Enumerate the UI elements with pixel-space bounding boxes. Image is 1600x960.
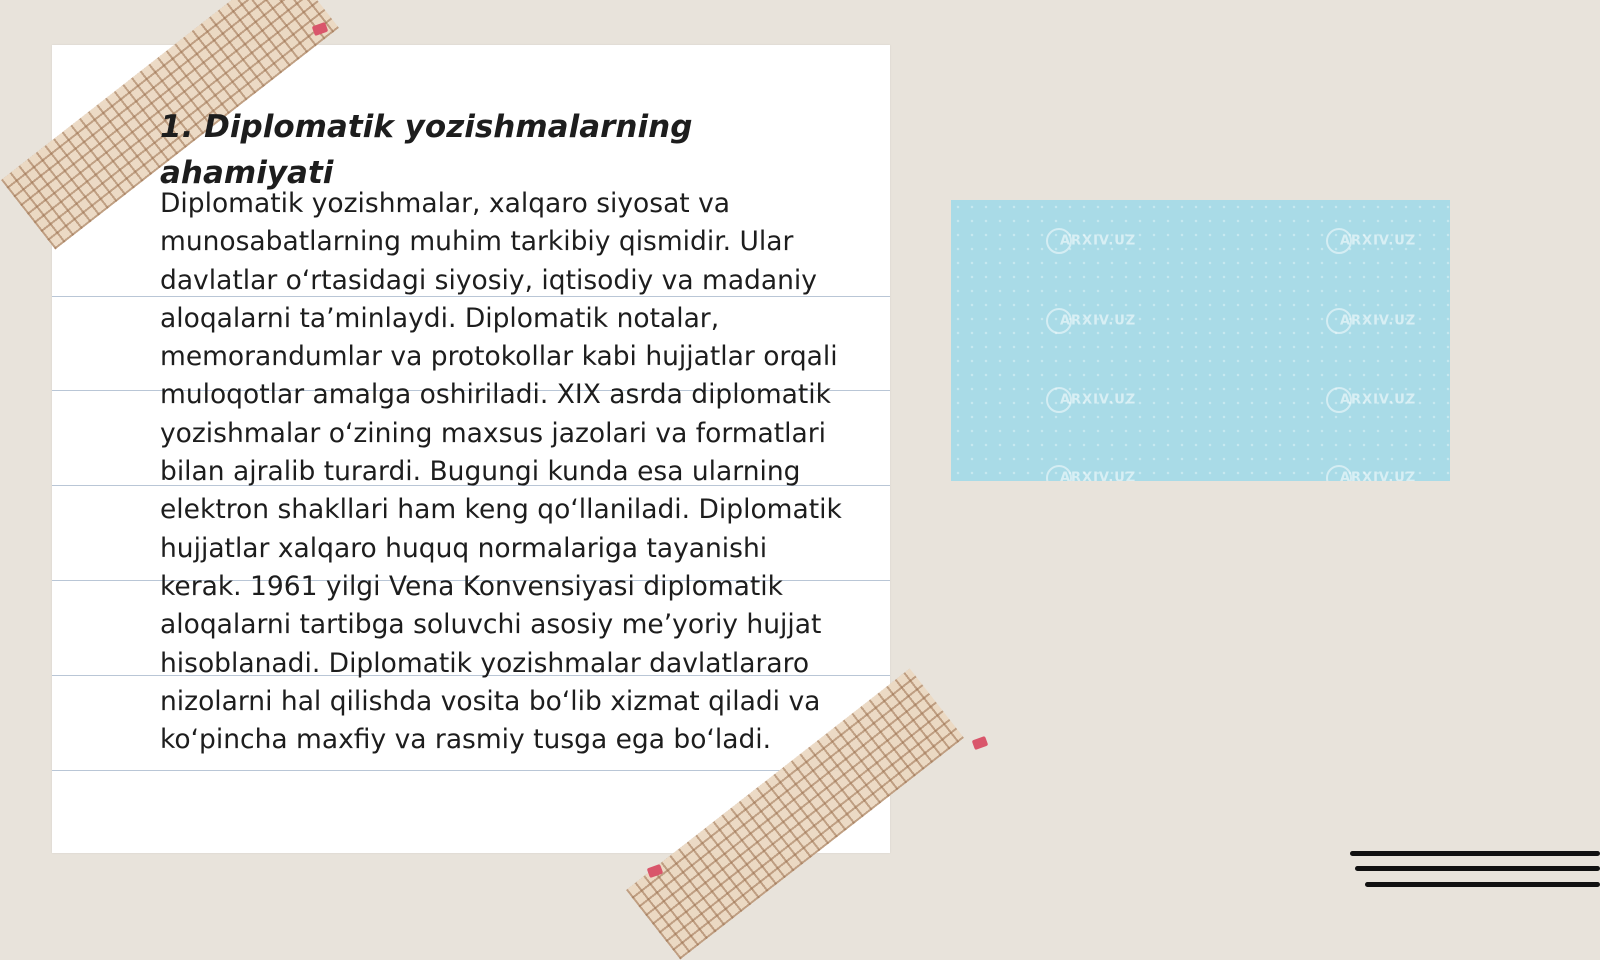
watermark-text: ARXIV.UZ [1046, 465, 1136, 481]
watermark-text: ARXIV.UZ [1046, 387, 1136, 413]
watermark-text: ARXIV.UZ [1326, 228, 1416, 254]
tape-tip-bottom-right [972, 736, 989, 750]
slide-title: 1. Diplomatik yozishmalarning ahamiyati [160, 109, 693, 191]
slide-body-text: Diplomatik yozishmalar, xalqaro siyosat va munosabatlarning muhim tarkibiy qismidir. Ular davlatlar o‘rtasidagi siyosiy, iqtisodiy va madaniy aloqalarni ta’minlaydi. Diplomatik notalar, memorandumlar va protokollar kabi hujjatlar orqali muloqotlar amalga oshiriladi. XIX asrda diplomatik yozishmalar o‘zining maxsus jazolari va formatlari bilan ajralib turardi. Bugungi kunda esa ularning elektron shakllari ham keng qo‘llaniladi. Diplomatik hujjatlar xalqaro huquq normalariga tayanishi kerak. 1961 yilgi Vena Konvensiyasi diplomatik aloqalarni tartibga soluvchi asosiy me’yoriy hujjat hisoblanadi. Diplomatik yozishmalar davlatlararo nizolarni hal qilishda vosita bo‘lib xizmat qiladi va ko‘pincha maxfiy va rasmiy tusga ega bo‘ladi. [160, 188, 842, 756]
placeholder-image [951, 200, 1450, 481]
watermark-text: ARXIV.UZ [1046, 228, 1136, 254]
decorative-brush-stroke [1365, 882, 1600, 887]
watermark-text: ARXIV.UZ [1326, 387, 1416, 413]
decorative-brush-stroke [1350, 851, 1600, 856]
paper-rule-line [52, 770, 890, 771]
watermark-text: ARXIV.UZ [1046, 308, 1136, 334]
watermark-text: ARXIV.UZ [1326, 465, 1416, 481]
watermark-text: ARXIV.UZ [1326, 308, 1416, 334]
decorative-brush-stroke [1355, 866, 1600, 871]
